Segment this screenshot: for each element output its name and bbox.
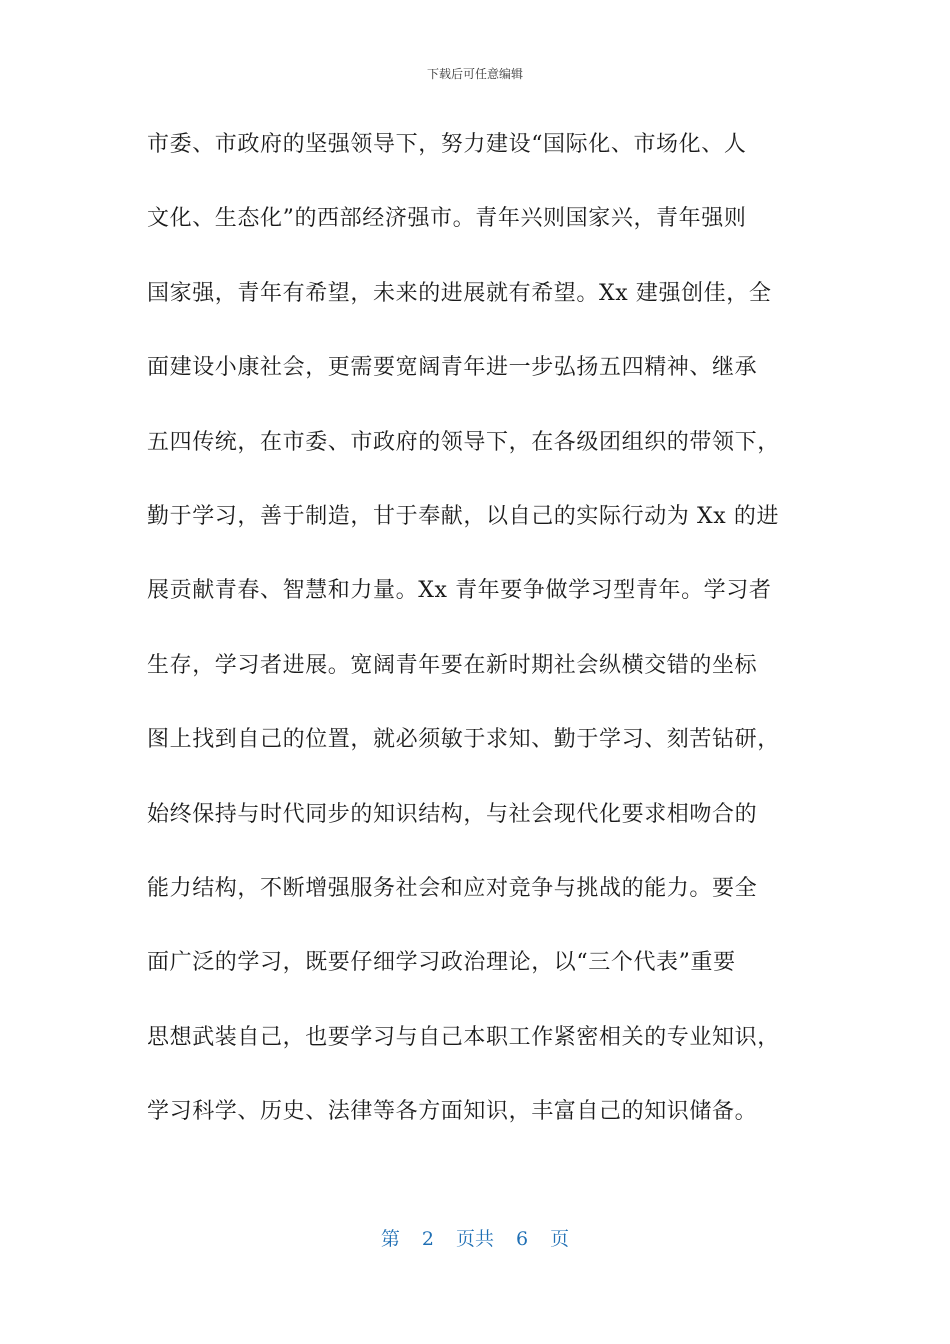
current-page-number: 2 xyxy=(421,1228,434,1250)
body-line: 生存，学习者进展。宽阔青年要在新时期社会纵横交错的坐标 xyxy=(147,652,758,678)
page-mid-label: 页共 xyxy=(455,1228,494,1250)
page-header: 下载后可任意编辑 xyxy=(426,67,523,81)
body-line: 展贡献青春、智慧和力量。Xx 青年要争做学习型青年。学习者 xyxy=(147,578,772,604)
body-line: 学习科学、历史、法律等各方面知识，丰富自己的知识储备。 xyxy=(147,1099,758,1125)
body-line: 市委、市政府的坚强领导下，努力建设“国际化、市场化、人 xyxy=(147,132,747,157)
body-line: 思想武装自己，也要学习与自己本职工作紧密相关的专业知识， xyxy=(147,1024,780,1050)
body-line: 勤于学习，善于制造，甘于奉献，以自己的实际行动为 Xx 的进 xyxy=(147,503,780,529)
body-line: 文化、生态化”的西部经济强市。青年兴则国家兴，青年强则 xyxy=(147,206,747,232)
body-line: 面广泛的学习，既要仔细学习政治理论，以“三个代表”重要 xyxy=(147,950,736,976)
total-pages-number: 6 xyxy=(516,1228,529,1250)
body-line: 面建设小康社会，更需要宽阔青年进一步弘扬五四精神、继承 xyxy=(147,355,758,381)
body-line: 始终保持与时代同步的知识结构，与社会现代化要求相吻合的 xyxy=(147,801,758,827)
page-prefix: 第 xyxy=(380,1228,400,1250)
page-suffix: 页 xyxy=(550,1228,570,1250)
document-body xyxy=(147,123,807,1164)
page-number-footer xyxy=(0,1226,950,1252)
body-line: 图上找到自己的位置，就必须敏于求知、勤于学习、刻苦钻研， xyxy=(147,727,780,753)
body-line: 能力结构，不断增强服务社会和应对竞争与挑战的能力。要全 xyxy=(147,875,758,901)
body-line: 国家强，青年有希望，未来的进展就有希望。Xx 建强创佳，全 xyxy=(147,280,772,306)
body-line: 五四传统，在市委、市政府的领导下，在各级团组织的带领下， xyxy=(147,429,780,455)
